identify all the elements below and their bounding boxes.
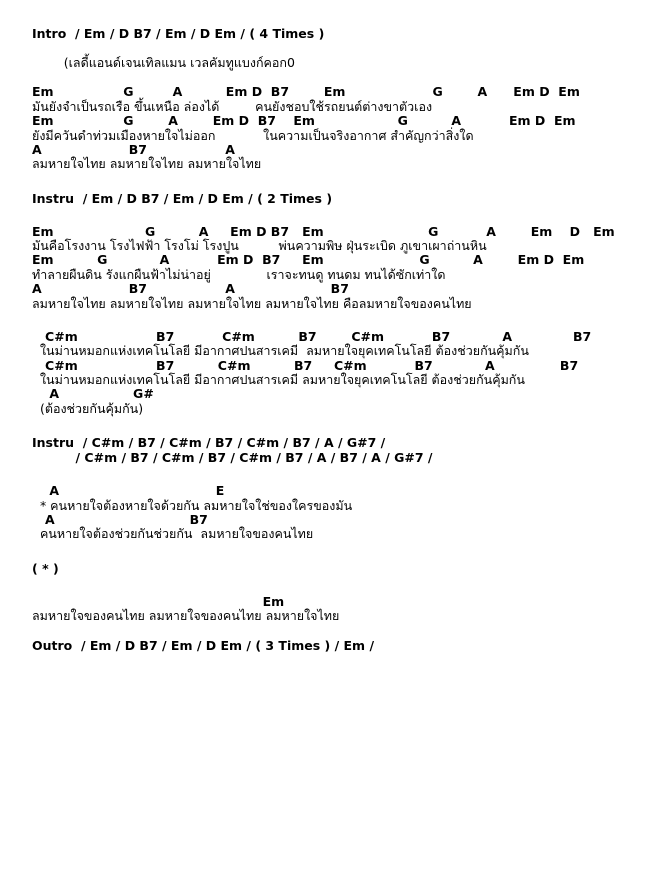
section-label-line: Intro / Em / D B7 / Em / D Em / ( 4 Times ) (32, 26, 325, 41)
lyric-line: คนหายใจต้องช่วยกันช่วยกัน ลมหายใจของคนไทย (32, 526, 314, 542)
section-label-line: Instru / Em / D B7 / Em / D Em / ( 2 Times ) (32, 190, 333, 206)
chord-line: A B7 (32, 511, 208, 527)
section-label-line: ( * ) (32, 560, 59, 576)
lyric-line: * คนหายใจต้องหายใจด้วยกัน ลมหายใจใช่ของใครของมัน (32, 497, 353, 513)
spacer (32, 465, 644, 484)
section-label-line: / C#m / B7 / C#m / B7 / C#m / B7 / A / B7 / A / G#7 / (32, 450, 433, 466)
chord-line: A E (32, 483, 225, 499)
lyric-line: ในม่านหมอกแห่งเทคโนโลยี มีอากาศปนสารเคมี ลมหายใจยุคเทคโนโลยี ต้องช่วยกันคุ้มกัน (32, 343, 529, 359)
lyric-line: ลมหายใจไทย ลมหายใจไทย ลมหายใจไทย ลมหายใจไทย คือลมหายใจของคนไทย (32, 295, 472, 311)
spacer (32, 172, 644, 191)
section-label-line: Instru / C#m / B7 / C#m / B7 / C#m / B7 / A / G#7 / (32, 435, 386, 451)
lyric-line: ยังมีควันดำท่วมเมืองหายใจไม่ออก ในความเป็นจริงอากาศ สำคัญกว่าสิ่งใด (32, 127, 474, 143)
spacer (32, 206, 644, 225)
lyric-line: (เลดี้แอนด์เจนเทิลแมน เวลคัมทูแบงก์คอก0 (32, 55, 295, 70)
lyric-line: มันยังจำเป็นรถเรือ ขึ้นเหนือ ล่องได้ คนยังชอบใช้รถยนต์ต่างขาตัวเอง (32, 98, 433, 114)
section-label-line: Outro / Em / D B7 / Em / D Em / ( 3 Times ) / Em / (32, 638, 375, 654)
chord-line: Em G A Em D B7 Em G A Em D Em (32, 84, 580, 100)
chord-line: C#m B7 C#m B7 C#m B7 A B7 (32, 328, 592, 344)
lyric-line: ลมหายใจไทย ลมหายใจไทย ลมหายใจไทย (32, 156, 262, 172)
spacer (32, 542, 644, 561)
chord-line: A B7 A B7 (32, 281, 349, 297)
spacer (32, 416, 644, 435)
spacer (32, 41, 644, 56)
spacer (32, 576, 644, 595)
lyric-line: ทำลายผืนดิน รังแกผืนฟ้าไม่น่าอยู่ เราจะทนดู ทนดม ทนได้ซักเท่าใด (32, 266, 446, 282)
chord-sheet-content (32, 26, 644, 653)
lyric-line: มันคือโรงงาน โรงไฟฟ้า โรงโม่ โรงปูน พ่นความพิษ ฝุ่นระเบิด ภูเขาเผาถ่านหิน (32, 238, 487, 253)
spacer (32, 311, 644, 330)
lyric-line: (ต้องช่วยกันคุ้มกัน) (32, 400, 144, 416)
chord-line: C#m B7 C#m B7 C#m B7 A B7 (32, 357, 579, 373)
lyric-line: ในม่านหมอกแห่งเทคโนโลยี มีอากาศปนสารเคมี ลมหายใจยุคเทคโนโลยี ต้องช่วยกันคุ้มกัน (32, 372, 525, 387)
chord-line: Em (32, 593, 285, 609)
lyric-line: ลมหายใจของคนไทย ลมหายใจของคนไทย ลมหายใจไทย (32, 608, 340, 623)
chord-line: A G# (32, 386, 154, 402)
chord-line: Em G A Em D B7 Em G A Em D Em (32, 252, 585, 268)
chord-line: A B7 A (32, 141, 235, 157)
spacer (32, 70, 644, 85)
chord-line: Em G A Em D B7 Em G A Em D Em (32, 223, 615, 239)
chord-line: Em G A Em D B7 Em G A Em D Em (32, 113, 576, 129)
spacer (32, 623, 644, 638)
